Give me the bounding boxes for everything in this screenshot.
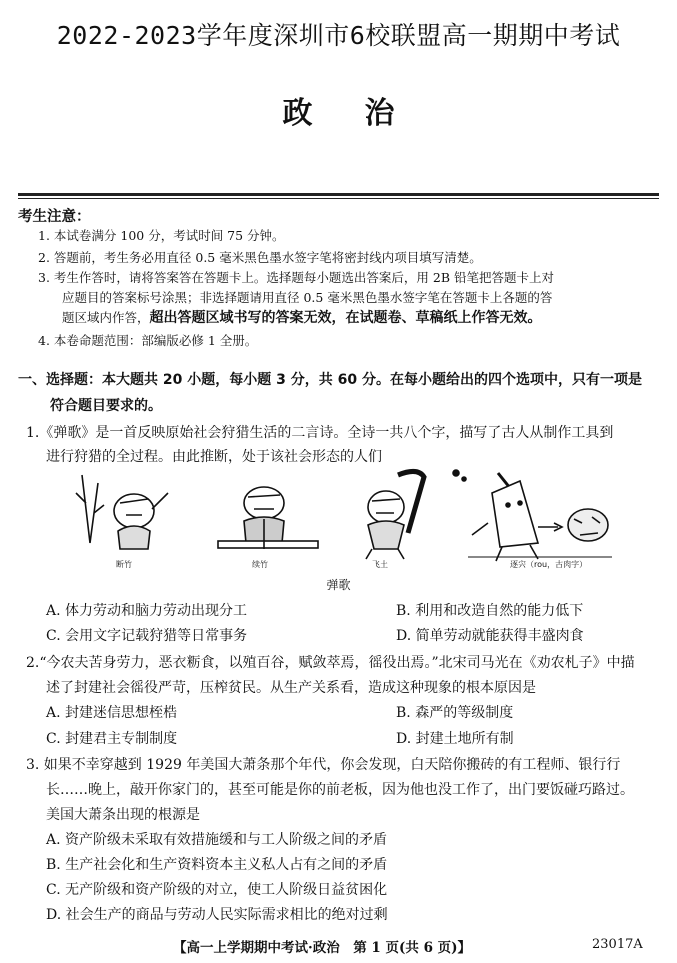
q1-option-c: C. 会用文字记载狩猎等日常事务 xyxy=(46,628,248,644)
figure-caption: 弹歌 xyxy=(326,578,351,592)
q3-stem-line2: 长……晚上，敲开你家门的，甚至可能是你的前老板，因为他也没工作了，出门要饭碰巧路过。 xyxy=(46,782,634,798)
q1-stem-line1: 1.《弹歌》是一首反映原始社会狩猎生活的二言诗。全诗一共八个字，描写了古人从制作工具到 xyxy=(26,425,614,441)
notice-item-4: 4. 本卷命题范围：部编版必修 1 全册。 xyxy=(38,333,258,348)
q3-option-d: D. 社会生产的商品与劳动人民实际需求相比的绝对过剩 xyxy=(46,907,388,923)
q3-option-a: A. 资产阶级未采取有效措施缓和与工人阶级之间的矛盾 xyxy=(46,832,388,848)
q3-stem-line1: 3. 如果不幸穿越到 1929 年美国大萧条那个年代，你会发现，白天陪你搬砖的有工程师、银行行 xyxy=(26,757,621,773)
fig-label-1: 断竹 xyxy=(116,560,132,569)
q1-illustration xyxy=(68,463,616,571)
section-heading-line2: 符合题目要求的。 xyxy=(50,398,162,414)
q2-option-c: C. 封建君主专制制度 xyxy=(46,731,178,747)
fig-label-2: 续竹 xyxy=(252,560,268,569)
notice-item-3-line2: 应题目的答案标号涂黑；非选择题请用直径 0.5 毫米黑色墨水签字笔在答题卡上各题的答 xyxy=(62,290,553,305)
header-rule-thin xyxy=(18,198,659,199)
notice-heading: 考生注意： xyxy=(18,209,91,225)
q2-stem-line2: 述了封建社会徭役严苛，压榨贫民。从生产关系看，造成这种现象的根本原因是 xyxy=(46,680,536,696)
notice-item-3-line3 xyxy=(62,307,542,327)
page-footer: 【高一上学期期中考试·政治 第 1 页(共 6 页)】 xyxy=(173,940,472,956)
q3-stem-line3: 美国大萧条出现的根源是 xyxy=(46,807,200,823)
q2-option-a: A. 封建迷信思想桎梏 xyxy=(46,705,178,721)
q1-option-d: D. 简单劳动就能获得丰盛肉食 xyxy=(396,628,584,644)
q2-option-b: B. 森严的等级制度 xyxy=(396,705,514,721)
q3-option-b: B. 生产社会化和生产资料资本主义私人占有之间的矛盾 xyxy=(46,857,388,873)
paper-code: 23017A xyxy=(592,937,643,952)
q1-stem-line2: 进行狩猎的全过程。由此推断，处于该社会形态的人们 xyxy=(46,449,382,465)
exam-title: 2022-2023学年度深圳市6校联盟高一期期中考试 xyxy=(56,21,621,50)
fig-label-3: 飞土 xyxy=(372,560,388,569)
fig-label-4: 逐宍（rou，古肉字） xyxy=(510,560,588,569)
subject-title: 政治 xyxy=(282,96,447,131)
notice-item-1: 1. 本试卷满分 100 分，考试时间 75 分钟。 xyxy=(38,228,285,243)
q1-option-b: B. 利用和改造自然的能力低下 xyxy=(396,603,584,619)
notice-item-3-normal: 题区域内作答， xyxy=(62,310,150,325)
q2-option-d: D. 封建土地所有制 xyxy=(396,731,514,747)
q1-option-a: A. 体力劳动和脑力劳动出现分工 xyxy=(46,603,248,619)
section-heading-line1: 一、选择题：本大题共 20 小题，每小题 3 分，共 60 分。在每小题给出的四个选项中，只有一项是 xyxy=(18,372,642,388)
q3-option-c: C. 无产阶级和资产阶级的对立，使工人阶级日益贫困化 xyxy=(46,882,388,898)
q2-stem-line1: 2.“今农夫苦身劳力，恶衣粝食，以殖百谷，赋敛萃焉，徭役出焉。”北宋司马光在《劝农札子》中描 xyxy=(26,655,635,671)
notice-item-3-emphasis: 超出答题区域书写的答案无效，在试题卷、草稿纸上作答无效。 xyxy=(149,310,542,326)
notice-item-3-line1: 3. 考生作答时，请将答案答在答题卡上。选择题每小题选出答案后，用 2B 铅笔把答题卡上对 xyxy=(38,270,554,285)
notice-item-2: 2. 答题前，考生务必用直径 0.5 毫米黑色墨水签字笔将密封线内项目填写清楚。 xyxy=(38,250,482,265)
header-rule-thick xyxy=(18,193,659,196)
